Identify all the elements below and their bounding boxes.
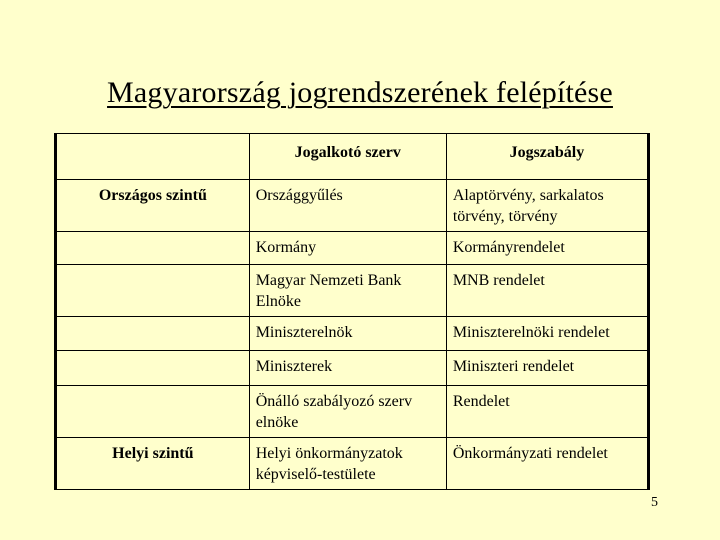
group-spacer [56,386,250,438]
table-row [56,317,649,351]
law-cell: Miniszterelnöki rendelet [446,317,648,351]
table-row [56,265,649,317]
group-spacer [56,265,250,317]
law-cell: Rendelet [446,386,648,438]
table-row [56,351,649,386]
table-row [56,180,649,232]
law-cell: Alaptörvény, sarkalatos törvény, törvény [446,180,648,232]
organ-cell: Miniszterelnök [249,317,446,351]
table-row [56,438,649,490]
law-cell: Önkormányzati rendelet [446,438,648,490]
organ-cell: Magyar Nemzeti Bank Elnöke [249,265,446,317]
page-number: 5 [651,495,658,510]
organ-cell: Önálló szabályozó szerv elnöke [249,386,446,438]
group-national: Országos szintű [56,180,250,232]
header-empty-cell [56,134,250,180]
law-cell: Kormányrendelet [446,232,648,265]
table-row [56,386,649,438]
organ-cell: Helyi önkormányzatok képviselő-testülete [249,438,446,490]
group-spacer [56,317,250,351]
organ-cell: Országgyűlés [249,180,446,232]
header-law: Jogszabály [446,134,648,180]
law-cell: MNB rendelet [446,265,648,317]
slide-title: Magyarország jogrendszerének felépítése [107,76,613,109]
law-cell: Miniszteri rendelet [446,351,648,386]
header-row [56,134,649,180]
group-spacer [56,232,250,265]
group-local: Helyi szintű [56,438,250,490]
group-spacer [56,351,250,386]
organ-cell: Kormány [249,232,446,265]
table-row [56,232,649,265]
organ-cell: Miniszterek [249,351,446,386]
header-organ: Jogalkotó szerv [249,134,446,180]
legal-system-table [54,133,650,490]
